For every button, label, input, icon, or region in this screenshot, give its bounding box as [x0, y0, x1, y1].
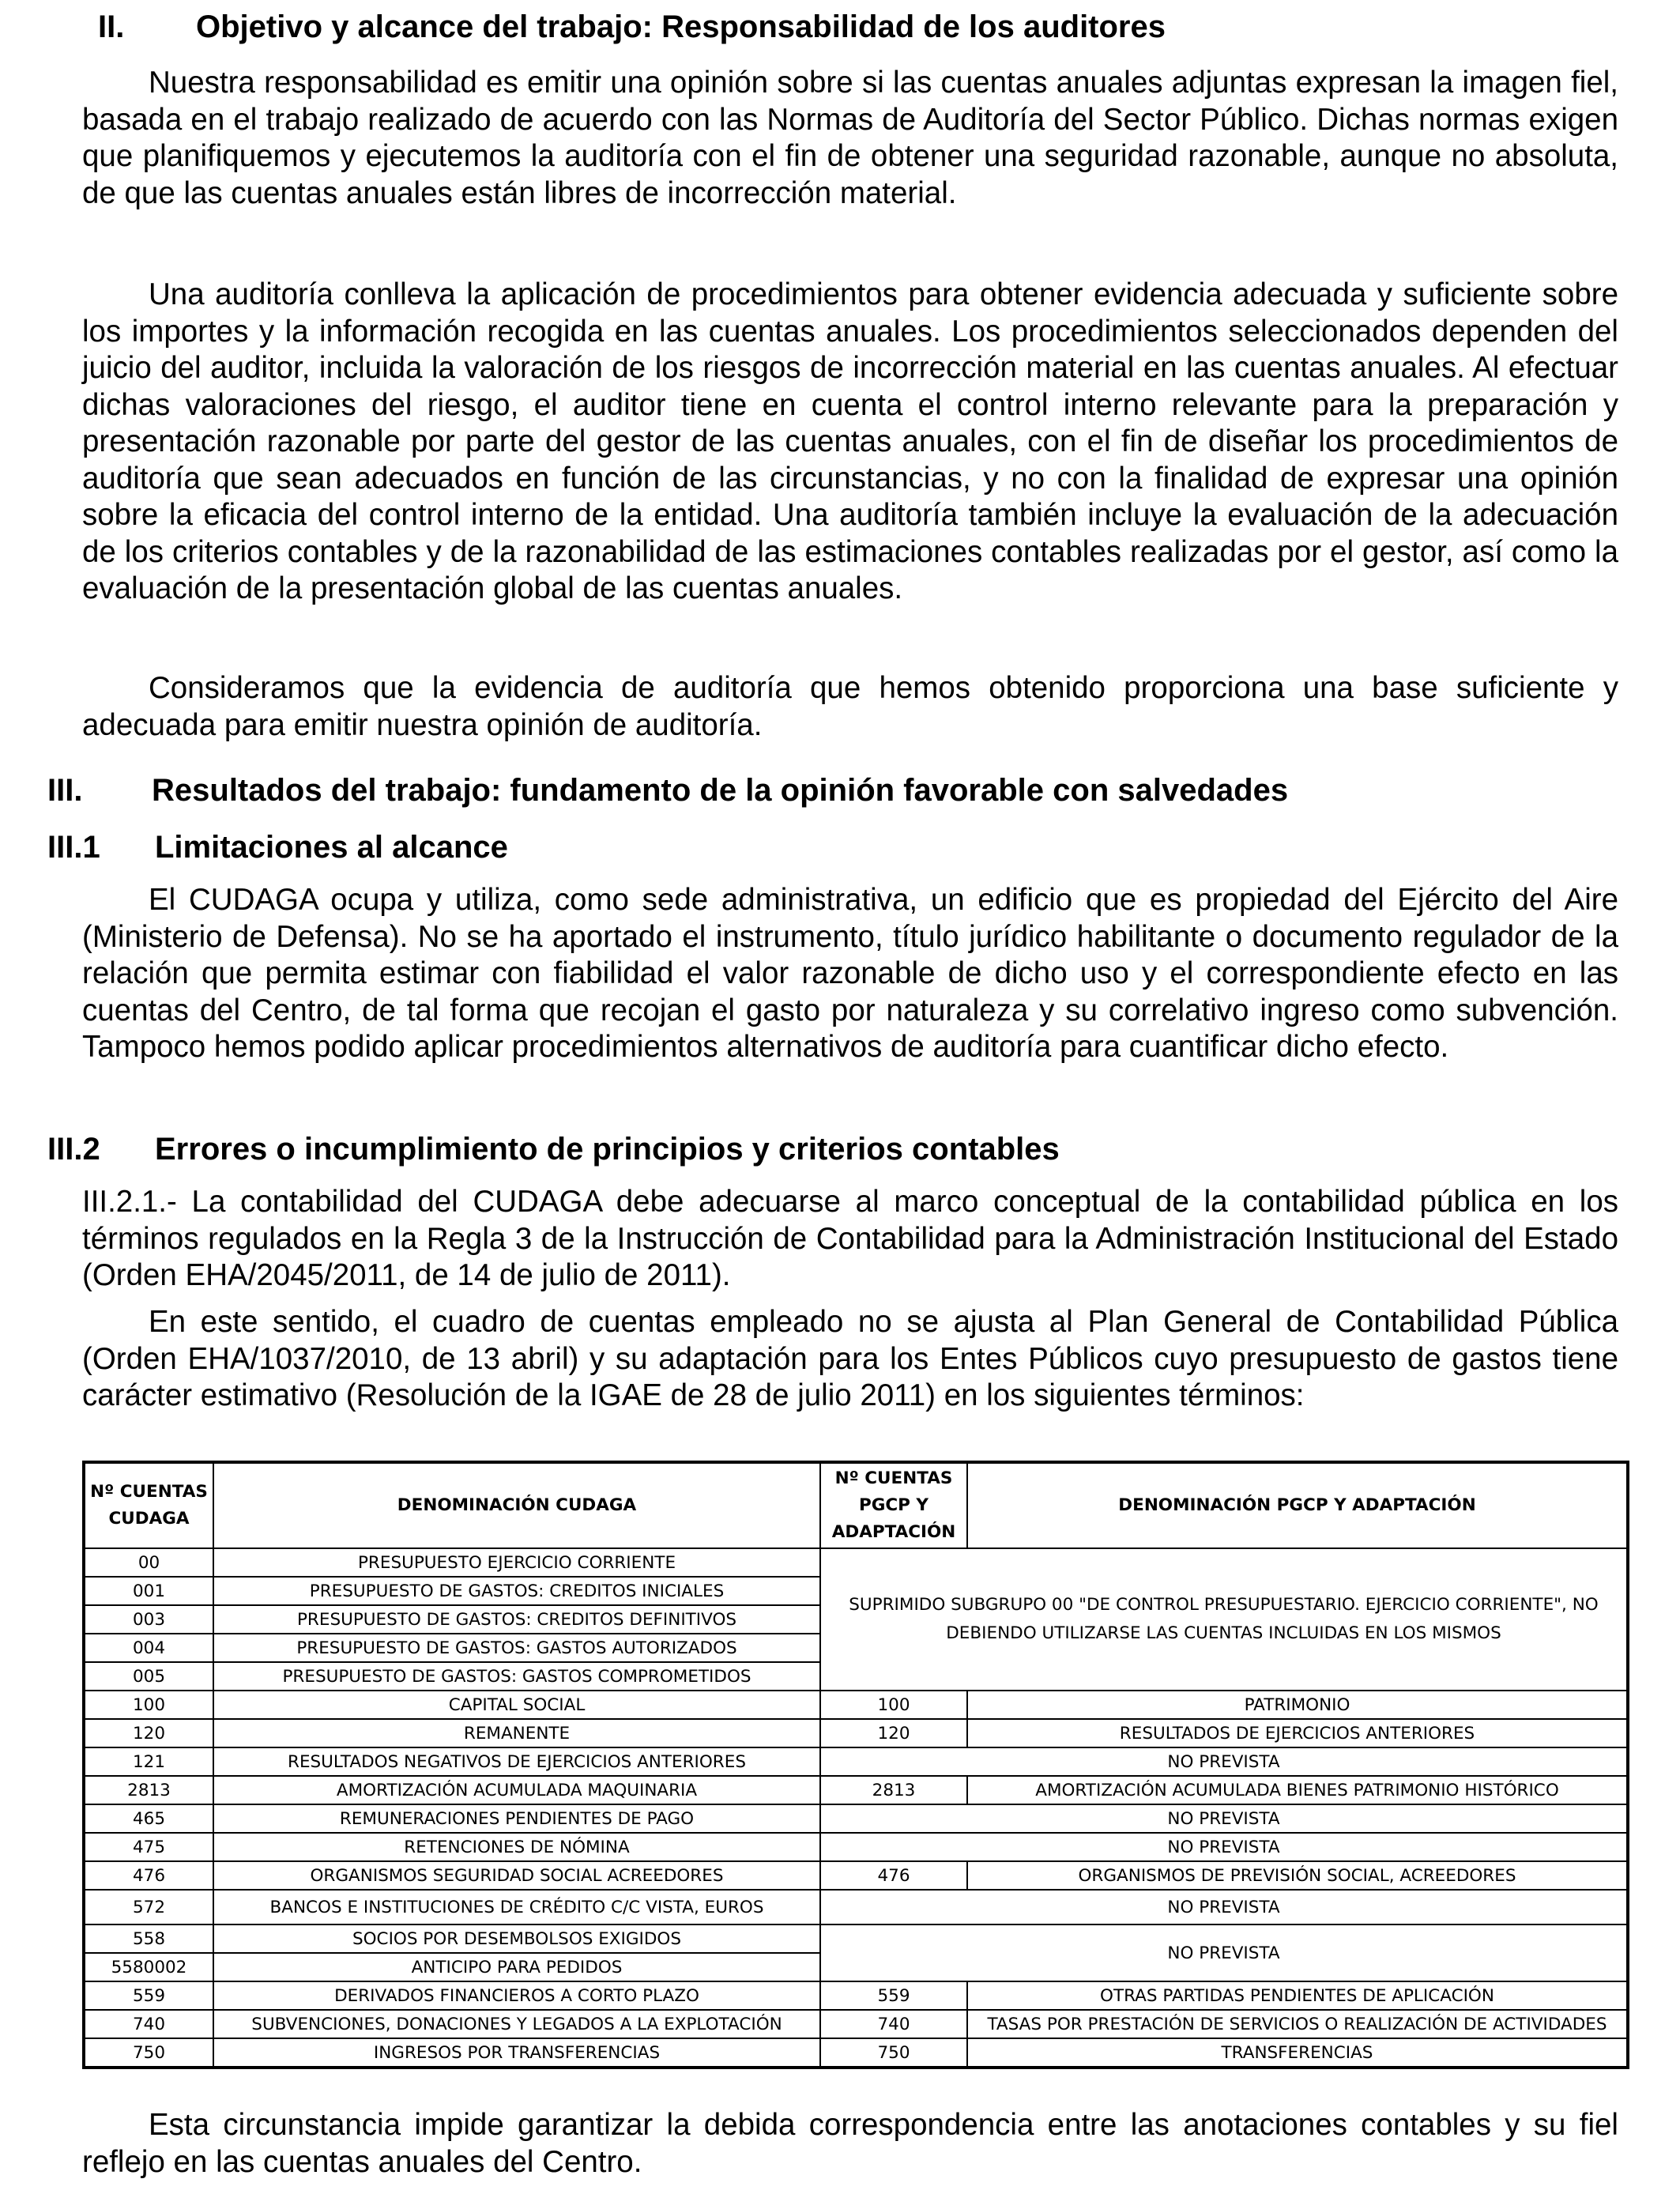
table-row — [84, 1747, 1628, 1776]
cudaga-denomination-cell: RETENCIONES DE NÓMINA — [213, 1833, 820, 1861]
cudaga-denomination-cell: AMORTIZACIÓN ACUMULADA MAQUINARIA — [213, 1776, 820, 1804]
pgcp-number-cell: 120 — [820, 1719, 967, 1747]
pgcp-denomination-cell: AMORTIZACIÓN ACUMULADA BIENES PATRIMONIO HISTÓRICO — [967, 1776, 1628, 1804]
pgcp-number-cell: 2813 — [820, 1776, 967, 1804]
table-row — [84, 1776, 1628, 1804]
section-number: III. — [47, 773, 83, 808]
accounts-table — [82, 1461, 1629, 2069]
header-cudaga-number: Nº CUENTAS CUDAGA — [84, 1462, 213, 1548]
section-title: Resultados del trabajo: fundamento de la opinión favorable con salvedades — [152, 773, 1289, 808]
cudaga-denomination-cell: BANCOS E INSTITUCIONES DE CRÉDITO C/C VISTA, EUROS — [213, 1890, 820, 1924]
cudaga-number-cell: 5580002 — [84, 1953, 213, 1981]
cudaga-number-cell: 003 — [84, 1605, 213, 1634]
no-prevista-cell: NO PREVISTA — [820, 1747, 1628, 1776]
cudaga-denomination-cell: RESULTADOS NEGATIVOS DE EJERCICIOS ANTERIORES — [213, 1747, 820, 1776]
cudaga-number-cell: 120 — [84, 1719, 213, 1747]
section-number: III.2 — [47, 1132, 100, 1167]
cudaga-denomination-cell: INGRESOS POR TRANSFERENCIAS — [213, 2038, 820, 2068]
header-pgcp-number: Nº CUENTAS PGCP Y ADAPTACIÓN — [820, 1462, 967, 1548]
no-prevista-cell: NO PREVISTA — [820, 1833, 1628, 1861]
cudaga-number-cell: 475 — [84, 1833, 213, 1861]
paragraph: Nuestra responsabilidad es emitir una opinión sobre si las cuentas anuales adjuntas expresan la imagen fiel, basada en el trabajo realizado de acuerdo con las Normas de Auditoría del Sector Público. Dichas normas exigen que planifiquemos y ejecutemos la auditoría con el fin de obtener una seguridad razonable, aunque no absoluta, de que las cuentas anuales están libres de incorrección material. — [82, 66, 1618, 210]
pgcp-denomination-cell: ORGANISMOS DE PREVISIÓN SOCIAL, ACREEDORES — [967, 1861, 1628, 1890]
cudaga-denomination-cell: REMANENTE — [213, 1719, 820, 1747]
pgcp-denomination-cell: TASAS POR PRESTACIÓN DE SERVICIOS O REALIZACIÓN DE ACTIVIDADES — [967, 2010, 1628, 2038]
table-row — [84, 1861, 1628, 1890]
cudaga-denomination-cell: PRESUPUESTO EJERCICIO CORRIENTE — [213, 1548, 820, 1577]
cudaga-denomination-cell: SUBVENCIONES, DONACIONES Y LEGADOS A LA EXPLOTACIÓN — [213, 2010, 820, 2038]
section-number: III.1 — [47, 830, 100, 865]
table-row — [84, 1924, 1628, 1953]
cudaga-denomination-cell: ANTICIPO PARA PEDIDOS — [213, 1953, 820, 1981]
cudaga-number-cell: 465 — [84, 1804, 213, 1833]
table-row — [84, 1548, 1628, 1577]
no-prevista-cell: NO PREVISTA — [820, 1804, 1628, 1833]
pgcp-number-cell: 740 — [820, 2010, 967, 2038]
pgcp-number-cell: 559 — [820, 1981, 967, 2010]
paragraph: III.2.1.- La contabilidad del CUDAGA debe adecuarse al marco conceptual de la contabilidad pública en los términos regulados en la Regla 3 de la Instrucción de Contabilidad para la Administración Institucional del Estado (Orden EHA/2045/2011, de 14 de julio de 2011). — [82, 1185, 1618, 1292]
pgcp-number-cell: 476 — [820, 1861, 967, 1890]
cudaga-number-cell: 740 — [84, 2010, 213, 2038]
table-row — [84, 1833, 1628, 1861]
cudaga-number-cell: 559 — [84, 1981, 213, 2010]
cudaga-number-cell: 750 — [84, 2038, 213, 2068]
paragraph: Esta circunstancia impide garantizar la debida correspondencia entre las anotaciones contables y su fiel reflejo en las cuentas anuales del Centro. — [82, 2108, 1618, 2179]
cudaga-number-cell: 572 — [84, 1890, 213, 1924]
section-title: Limitaciones al alcance — [155, 830, 508, 865]
pgcp-denomination-cell: OTRAS PARTIDAS PENDIENTES DE APLICACIÓN — [967, 1981, 1628, 2010]
paragraph: Consideramos que la evidencia de auditoría que hemos obtenido proporciona una base suficiente y adecuada para emitir nuestra opinión de auditoría. — [82, 671, 1618, 742]
table-row — [84, 1804, 1628, 1833]
cudaga-number-cell: 00 — [84, 1548, 213, 1577]
cudaga-number-cell: 121 — [84, 1747, 213, 1776]
paragraph: Una auditoría conlleva la aplicación de procedimientos para obtener evidencia adecuada y suficiente sobre los importes y la información recogida en las cuentas anuales. Los procedimientos seleccionados dependen del juicio del auditor, incluida la valoración de los riesgos de incorrección material en las cuentas anuales. Al efectuar dichas valoraciones del riesgo, el auditor tiene en cuenta el control interno relevante para la preparación y presentación razonable por parte del gestor de las cuentas anuales, con el fin de diseñar los procedimientos de auditoría que sean adecuados en función de las circunstancias, y no con la finalidad de expresar una opinión sobre la eficacia del control interno de la entidad. Una auditoría también incluye la evaluación de la adecuación de los criterios contables y de la razonabilidad de las estimaciones contables realizadas por el gestor, así como la evaluación de la presentación global de las cuentas anuales. — [82, 277, 1618, 605]
header-pgcp-denomination: DENOMINACIÓN PGCP Y ADAPTACIÓN — [967, 1462, 1628, 1548]
pgcp-number-cell: 750 — [820, 2038, 967, 2068]
section-title: Errores o incumplimiento de principios y criterios contables — [155, 1132, 1060, 1167]
no-prevista-cell: NO PREVISTA — [820, 1890, 1628, 1924]
cudaga-number-cell: 2813 — [84, 1776, 213, 1804]
cudaga-denomination-cell: PRESUPUESTO DE GASTOS: GASTOS AUTORIZADOS — [213, 1634, 820, 1662]
cudaga-number-cell: 001 — [84, 1577, 213, 1605]
cudaga-denomination-cell: CAPITAL SOCIAL — [213, 1691, 820, 1719]
cudaga-number-cell: 005 — [84, 1662, 213, 1691]
cudaga-denomination-cell: REMUNERACIONES PENDIENTES DE PAGO — [213, 1804, 820, 1833]
cudaga-denomination-cell: PRESUPUESTO DE GASTOS: CREDITOS DEFINITIVOS — [213, 1605, 820, 1634]
cudaga-denomination-cell: PRESUPUESTO DE GASTOS: GASTOS COMPROMETIDOS — [213, 1662, 820, 1691]
pgcp-denomination-cell: RESULTADOS DE EJERCICIOS ANTERIORES — [967, 1719, 1628, 1747]
pgcp-denomination-cell: PATRIMONIO — [967, 1691, 1628, 1719]
table-row — [84, 1981, 1628, 2010]
cudaga-number-cell: 004 — [84, 1634, 213, 1662]
table-row — [84, 1719, 1628, 1747]
no-prevista-cell: NO PREVISTA — [820, 1924, 1628, 1981]
cudaga-denomination-cell: DERIVADOS FINANCIEROS A CORTO PLAZO — [213, 1981, 820, 2010]
suppressed-note-cell: SUPRIMIDO SUBGRUPO 00 "DE CONTROL PRESUPUESTARIO. EJERCICIO CORRIENTE", NO DEBIENDO UTILIZARSE LAS CUENTAS INCLUIDAS EN LOS MISMOS — [820, 1548, 1628, 1691]
pgcp-number-cell: 100 — [820, 1691, 967, 1719]
section-number: II. — [98, 9, 125, 44]
section-title: Objetivo y alcance del trabajo: Responsabilidad de los auditores — [196, 9, 1166, 44]
paragraph: El CUDAGA ocupa y utiliza, como sede administrativa, un edificio que es propiedad del Ejército del Aire (Ministerio de Defensa). No se ha aportado el instrumento, título jurídico habilitante o documento regulador de la relación que permita estimar con fiabilidad el valor razonable de dicho uso y el correspondiente efecto en las cuentas del Centro, de tal forma que recojan el gasto por naturaleza y su correlativo ingreso como subvención. Tampoco hemos podido aplicar procedimientos alternativos de auditoría para cuantificar dicho efecto. — [82, 883, 1618, 1064]
table-row — [84, 2038, 1628, 2068]
cudaga-denomination-cell: ORGANISMOS SEGURIDAD SOCIAL ACREEDORES — [213, 1861, 820, 1890]
table-row — [84, 1890, 1628, 1924]
paragraph: En este sentido, el cuadro de cuentas empleado no se ajusta al Plan General de Contabilidad Pública (Orden EHA/1037/2010, de 13 abril) y su adaptación para los Entes Públicos cuyo presupuesto de gastos tiene carácter estimativo (Resolución de la IGAE de 28 de julio 2011) en los siguientes términos: — [82, 1305, 1618, 1412]
table-header-row — [84, 1462, 1628, 1548]
cudaga-denomination-cell: SOCIOS POR DESEMBOLSOS EXIGIDOS — [213, 1924, 820, 1953]
cudaga-number-cell: 558 — [84, 1924, 213, 1953]
cudaga-number-cell: 476 — [84, 1861, 213, 1890]
pgcp-denomination-cell: TRANSFERENCIAS — [967, 2038, 1628, 2068]
table-row — [84, 2010, 1628, 2038]
header-cudaga-denomination: DENOMINACIÓN CUDAGA — [213, 1462, 820, 1548]
cudaga-number-cell: 100 — [84, 1691, 213, 1719]
cudaga-denomination-cell: PRESUPUESTO DE GASTOS: CREDITOS INICIALES — [213, 1577, 820, 1605]
table-row — [84, 1691, 1628, 1719]
